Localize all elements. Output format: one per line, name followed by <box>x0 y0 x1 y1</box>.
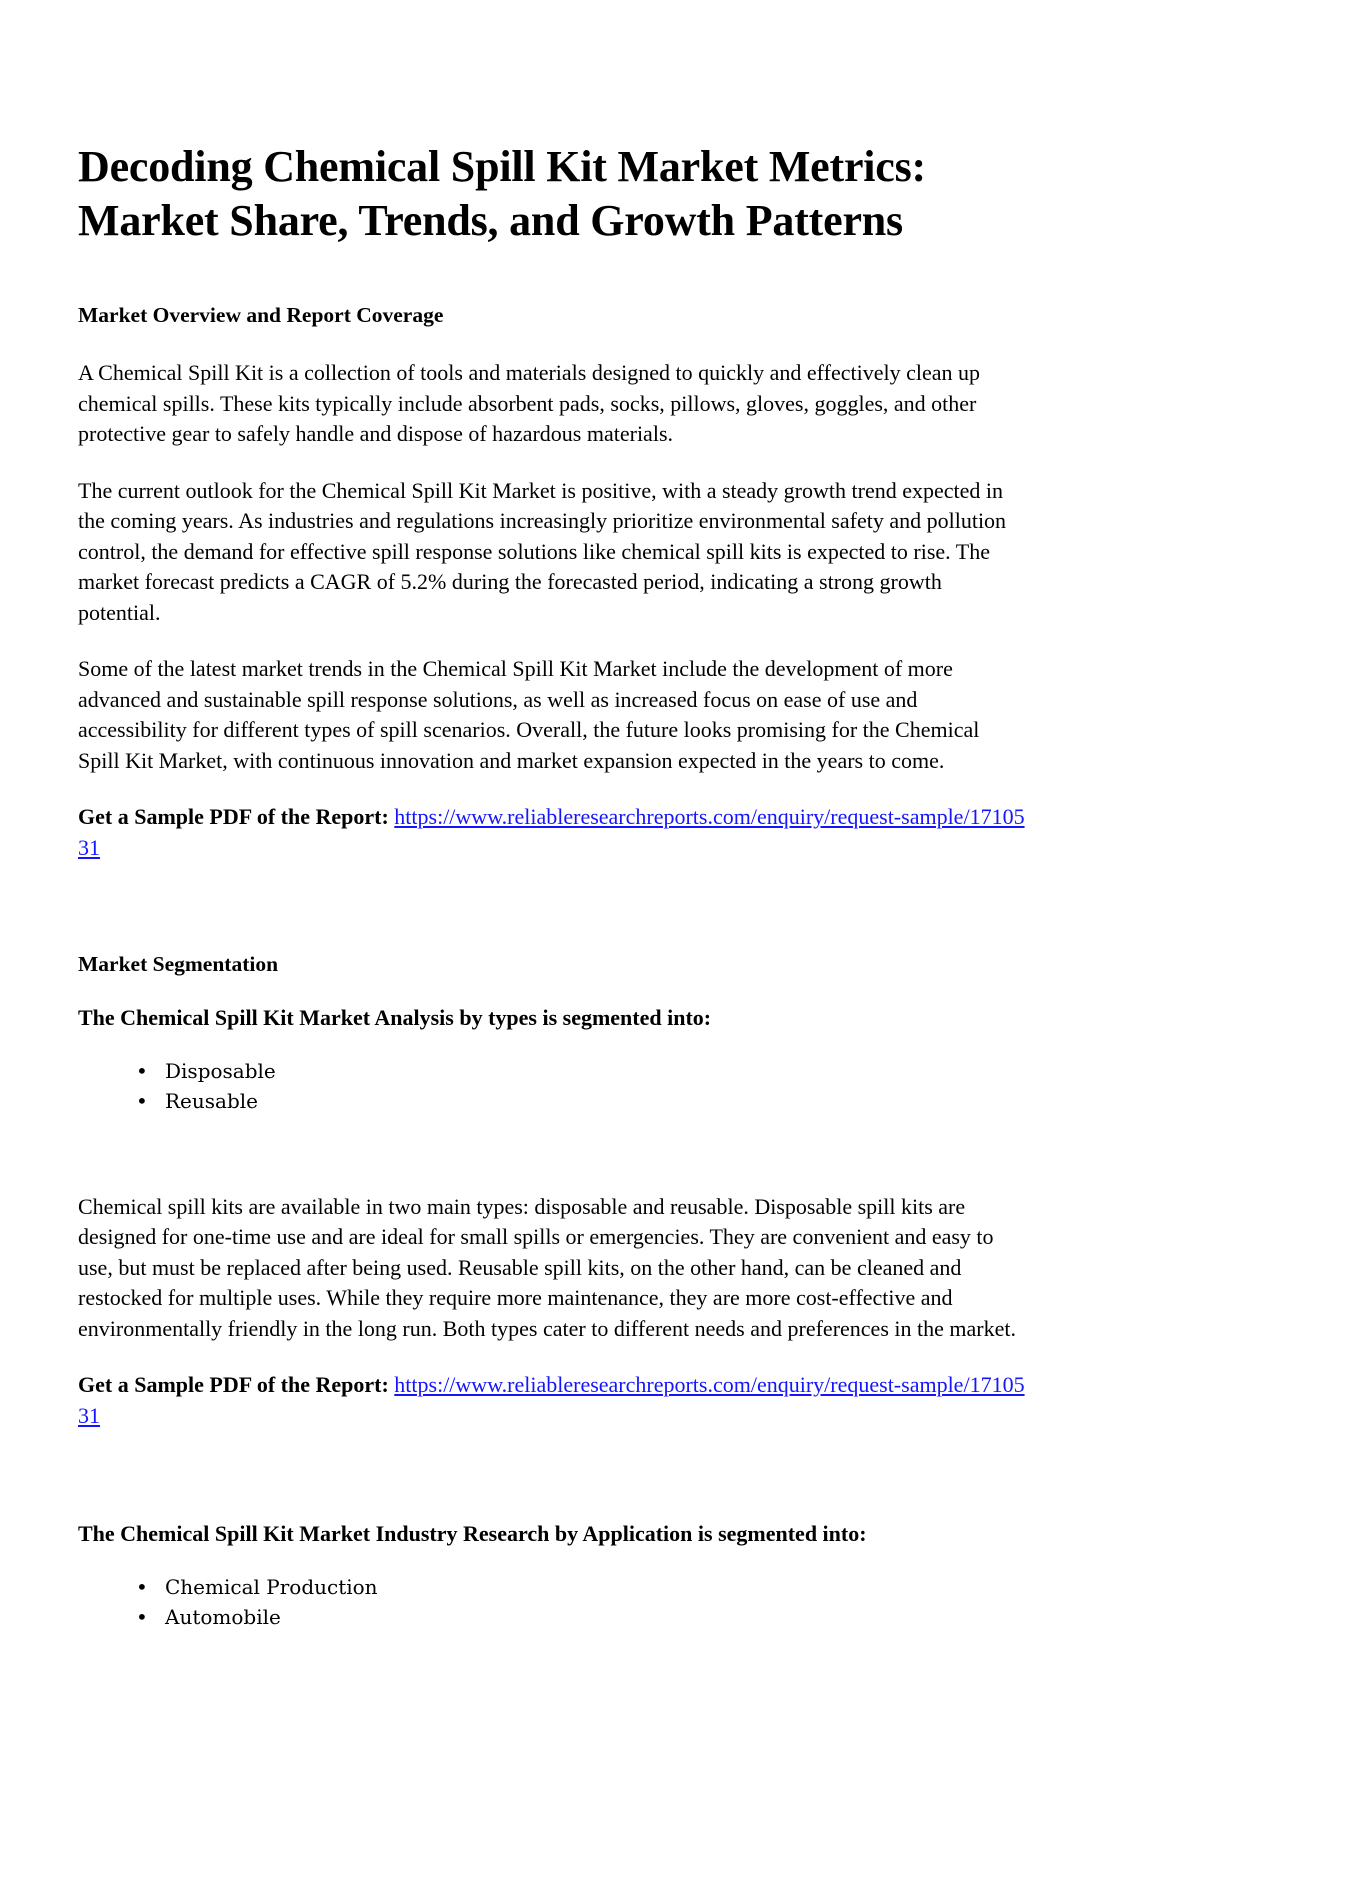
sample-pdf-link[interactable]: https://www.reliableresearchreports.com/enquiry/request-sample/1710531 <box>78 804 1025 860</box>
overview-paragraph-1: A Chemical Spill Kit is a collection of tools and materials designed to quickly and effectively clean up chemical spills. These kits typically include absorbent pads, socks, pillows, gloves, goggles, and other protective gear to safely handle and dispose of hazardous materials. <box>78 360 980 446</box>
market-overview-heading: Market Overview and Report Coverage <box>78 303 444 327</box>
page-title-line-1: Decoding Chemical Spill Kit Market Metrics: <box>78 142 927 191</box>
market-segmentation-heading: Market Segmentation <box>78 952 279 976</box>
sample-pdf-label-2: Get a Sample PDF of the Report: <box>78 1372 389 1397</box>
spacer <box>78 450 1026 476</box>
spacer <box>78 628 1026 654</box>
sample-pdf-line-1 <box>78 802 1026 863</box>
sample-pdf-label: Get a Sample PDF of the Report: <box>78 804 389 829</box>
spacer <box>78 1116 1026 1192</box>
types-heading: The Chemical Spill Kit Market Analysis by types is segmented into: <box>78 1005 712 1030</box>
spacer <box>78 977 1026 1003</box>
application-heading: The Chemical Spill Kit Market Industry Research by Application is segmented into: <box>78 1521 867 1546</box>
page-title-line-2: Market Share, Trends, and Growth Patterns <box>78 196 903 245</box>
spacer <box>78 1344 1026 1370</box>
list-item: • Disposable <box>136 1056 1026 1086</box>
spacer <box>78 863 1026 951</box>
overview-paragraph-2: The current outlook for the Chemical Spill Kit Market is positive, with a steady growth trend expected in the coming years. As industries and regulations increasingly prioritize environmental safety and pollution control, the demand for effective spill response solutions like chemical spill kits is expected to rise. The market forecast predicts a CAGR of 5.2% during the forecasted period, indicating a strong growth potential. <box>78 477 1007 625</box>
overview-paragraph-3: Some of the latest market trends in the Chemical Spill Kit Market include the development of more advanced and sustainable spill response solutions, as well as increased focus on ease of use and accessibility for different types of spill scenarios. Overall, the future looks promising for the Chemical Spill Kit Market, with continuous innovation and market expansion expected in the years to come. <box>78 656 980 773</box>
sample-pdf-link-2[interactable]: https://www.reliableresearchreports.com/enquiry/request-sample/1710531 <box>78 1372 1025 1428</box>
sample-pdf-line-2 <box>78 1370 1026 1431</box>
spacer <box>78 1431 1026 1519</box>
spacer <box>78 1034 1026 1056</box>
types-paragraph: Chemical spill kits are available in two main types: disposable and reusable. Disposable spill kits are designed for one-time use and are ideal for small spills or emergencies. They are convenient and easy to use, but must be replaced after being used. Reusable spill kits, on the other hand, can be cleaned and restocked for multiple uses. While they require more maintenance, they are more cost-effective and environmentally friendly in the long run. Both types cater to different needs and preferences in the market. <box>78 1193 1016 1341</box>
list-item: • Automobile <box>136 1602 1026 1632</box>
list-item: • Reusable <box>136 1086 1026 1116</box>
spacer <box>78 248 1026 302</box>
spacer <box>78 328 1026 358</box>
application-list <box>78 1572 1026 1632</box>
list-item: • Chemical Production <box>136 1572 1026 1602</box>
spacer <box>78 1550 1026 1572</box>
page-title <box>78 140 1026 248</box>
types-list <box>78 1056 1026 1116</box>
document-content <box>78 140 1026 1632</box>
spacer <box>78 776 1026 802</box>
